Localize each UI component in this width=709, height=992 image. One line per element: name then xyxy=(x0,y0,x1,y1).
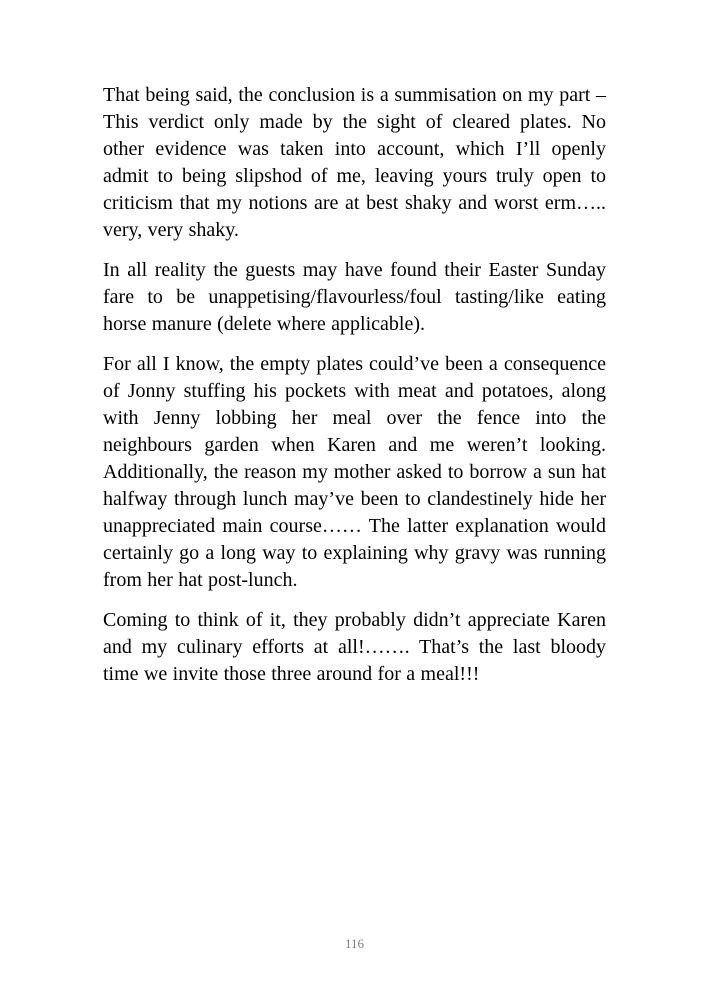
paragraph-easter-fare: In all reality the guests may have found their Easter Sunday fare to be unappetising/flavourless/foul tasting/like eating horse manure (delete where applicable). xyxy=(103,259,606,335)
paragraph-last-bloody-time: Coming to think of it, they probably didn’t appreciate Karen and my culinary efforts at all!……. That’s the last bloody time we invite those three around for a meal!!! xyxy=(103,609,606,685)
paragraph-conclusion: That being said, the conclusion is a summisation on my part – This verdict only made by the sight of cleared plates. No other evidence was taken into account, which I’ll openly admit to being slipshod of me, leaving yours truly open to criticism that my notions are at best shaky and worst erm….. very, very shaky. xyxy=(103,84,606,241)
paragraph-empty-plates: For all I know, the empty plates could’ve been a consequence of Jonny stuffing his pockets with meat and potatoes, along with Jenny lobbing her meal over the fence into the neighbours garden when Karen and me weren’t looking. Additionally, the reason my mother asked to borrow a sun hat halfway through lunch may’ve been to clandestinely hide her unappreciated main course…… The latter explanation would certainly go a long way to explaining why gravy was running from her hat post-lunch. xyxy=(103,353,606,591)
page-number: 116 xyxy=(344,936,365,951)
body-text xyxy=(103,82,606,701)
